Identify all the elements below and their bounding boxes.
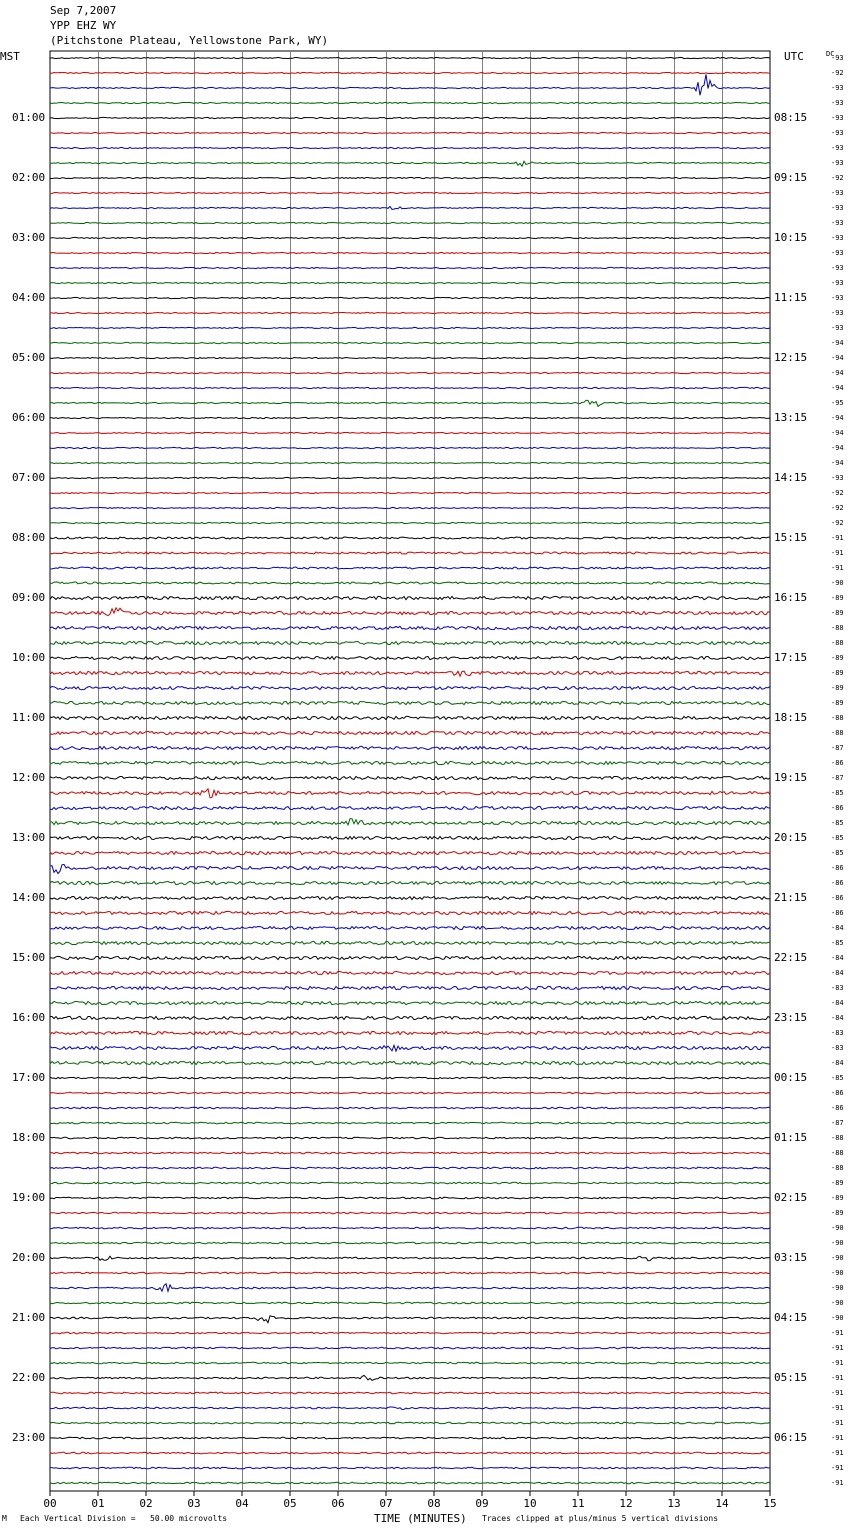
seismic-trace	[50, 1256, 770, 1261]
seismic-trace	[50, 1045, 770, 1051]
dc-offset-value: -90	[831, 1254, 844, 1262]
x-tick-label: 06	[331, 1497, 345, 1510]
mst-hour-label: 12:00	[12, 771, 46, 784]
dc-offset-value: -93	[831, 474, 844, 482]
dc-offset-value: -86	[831, 894, 844, 902]
mst-hour-label: 19:00	[12, 1191, 46, 1204]
utc-hour-label: 05:15	[774, 1371, 808, 1384]
dc-offset-value: -84	[831, 969, 844, 977]
seismic-trace	[50, 1167, 770, 1169]
seismic-trace	[50, 1362, 770, 1364]
dc-offset-value: -85	[831, 834, 844, 842]
seismic-trace	[50, 716, 770, 719]
dc-offset-value: -89	[831, 654, 844, 662]
seismic-trace	[50, 312, 770, 313]
utc-hour-label: 13:15	[774, 411, 808, 424]
seismic-trace	[50, 177, 770, 178]
dc-offset-value: -93	[831, 114, 844, 122]
dc-offset-value: -94	[831, 429, 844, 437]
utc-hour-label: 04:15	[774, 1311, 808, 1324]
dc-offset-value: -93	[831, 84, 844, 92]
seismic-trace	[50, 1061, 770, 1064]
utc-hour-label: 19:15	[774, 771, 808, 784]
dc-offset-value: -91	[831, 1389, 844, 1397]
dc-offset-value: -91	[831, 1464, 844, 1472]
seismic-trace	[50, 432, 770, 433]
seismic-trace	[50, 746, 770, 749]
seismic-trace	[50, 896, 770, 899]
dc-offset-value: -85	[831, 789, 844, 797]
seismic-trace	[50, 1107, 770, 1109]
seismic-trace	[50, 1077, 770, 1079]
dc-offset-value: -92	[831, 504, 844, 512]
dc-offset-value: -94	[831, 384, 844, 392]
seismic-trace	[50, 971, 770, 974]
seismic-trace	[50, 911, 770, 914]
seismic-trace	[50, 941, 770, 944]
dc-offset-value: -88	[831, 729, 844, 737]
dc-offset-value: -91	[831, 534, 844, 542]
mst-hour-label: 22:00	[12, 1371, 46, 1384]
dc-offset-value: -90	[831, 1239, 844, 1247]
dc-offset-value: -88	[831, 714, 844, 722]
utc-hour-label: 08:15	[774, 111, 808, 124]
dc-offset-value: -93	[831, 309, 844, 317]
seismic-trace	[50, 657, 770, 660]
seismic-trace	[50, 417, 770, 418]
x-tick-label: 03	[187, 1497, 201, 1510]
dc-offset-value: -93	[831, 219, 844, 227]
dc-offset-value: -91	[831, 1419, 844, 1427]
seismic-trace	[50, 701, 770, 704]
mst-hour-label: 09:00	[12, 591, 46, 604]
utc-hour-label: 16:15	[774, 591, 808, 604]
seismic-trace	[50, 1392, 770, 1394]
seismic-trace	[50, 1316, 770, 1323]
seismic-trace	[50, 1452, 770, 1454]
dc-offset-value: -88	[831, 1164, 844, 1172]
seismic-trace	[50, 1375, 770, 1380]
mst-hour-label: 15:00	[12, 951, 46, 964]
seismic-trace	[50, 1227, 770, 1229]
x-tick-label: 07	[379, 1497, 393, 1510]
dc-offset-value: -86	[831, 864, 844, 872]
dc-offset-value: -84	[831, 954, 844, 962]
mst-hour-label: 17:00	[12, 1071, 46, 1084]
x-tick-label: 14	[715, 1497, 729, 1510]
seismic-trace	[50, 1482, 770, 1484]
mst-hour-label: 18:00	[12, 1131, 46, 1144]
seismic-trace	[50, 357, 770, 358]
dc-offset-value: -91	[831, 1374, 844, 1382]
mst-hour-label: 14:00	[12, 891, 46, 904]
seismic-trace	[50, 881, 770, 884]
seismic-trace	[50, 1332, 770, 1334]
dc-offset-value: -90	[831, 1284, 844, 1292]
seismic-trace	[50, 686, 770, 689]
dc-offset-value: -90	[831, 1299, 844, 1307]
dc-offset-value: -93	[831, 189, 844, 197]
station-location: (Pitchstone Plateau, Yellowstone Park, WY)	[50, 34, 329, 47]
dc-offset-value: -88	[831, 624, 844, 632]
seismic-trace	[50, 626, 770, 629]
dc-offset-value: -83	[831, 984, 844, 992]
utc-hour-label: 17:15	[774, 651, 808, 664]
dc-offset-value: -86	[831, 804, 844, 812]
plot-frame	[50, 51, 770, 1491]
seismic-trace	[50, 1182, 770, 1184]
x-tick-label: 02	[139, 1497, 153, 1510]
seismic-trace	[50, 161, 770, 166]
seismic-trace	[50, 282, 770, 283]
x-tick-label: 09	[475, 1497, 489, 1510]
dc-offset-value: -91	[831, 1479, 844, 1487]
seismic-trace	[50, 522, 770, 523]
dc-offset-value: -94	[831, 339, 844, 347]
seismic-trace	[50, 806, 770, 809]
x-tick-label: 15	[763, 1497, 777, 1510]
utc-hour-label: 21:15	[774, 891, 808, 904]
scale-marker: M	[2, 1514, 7, 1523]
dc-offset-value: -85	[831, 819, 844, 827]
seismic-trace	[50, 582, 770, 584]
dc-offset-value: -89	[831, 1209, 844, 1217]
seismic-trace	[50, 372, 770, 373]
seismic-trace	[50, 608, 770, 616]
seismic-trace	[50, 400, 770, 406]
mst-hour-label: 07:00	[12, 471, 46, 484]
seismic-trace	[50, 986, 770, 989]
utc-hour-label: 14:15	[774, 471, 808, 484]
x-tick-label: 13	[667, 1497, 681, 1510]
dc-offset-value: -89	[831, 1194, 844, 1202]
dc-offset-value: -94	[831, 414, 844, 422]
seismic-trace	[50, 102, 770, 103]
x-tick-label: 00	[43, 1497, 57, 1510]
dc-offset-value: -86	[831, 1104, 844, 1112]
dc-offset-value: -84	[831, 999, 844, 1007]
dc-offset-value: -91	[831, 549, 844, 557]
utc-hour-label: 12:15	[774, 351, 808, 364]
seismic-trace	[50, 552, 770, 554]
scale-note: Each Vertical Division = 50.00 microvolts	[20, 1514, 228, 1523]
seismic-trace	[50, 1302, 770, 1304]
dc-offset-value: -89	[831, 684, 844, 692]
seismic-trace	[50, 327, 770, 328]
mst-hour-label: 02:00	[12, 171, 46, 184]
seismic-trace	[50, 117, 770, 118]
mst-hour-label: 21:00	[12, 1311, 46, 1324]
utc-hour-label: 03:15	[774, 1251, 808, 1264]
dc-offset-value: -94	[831, 354, 844, 362]
seismic-trace	[50, 1242, 770, 1244]
dc-offset-value: -84	[831, 1059, 844, 1067]
dc-offset-value: -90	[831, 1314, 844, 1322]
dc-offset-value: -84	[831, 924, 844, 932]
dc-offset-value: -91	[831, 1329, 844, 1337]
dc-offset-value: -90	[831, 579, 844, 587]
clip-note: Traces clipped at plus/minus 5 vertical divisions	[482, 1514, 719, 1523]
seismic-trace	[50, 342, 770, 343]
seismic-trace	[50, 147, 770, 148]
seismic-trace	[50, 1016, 770, 1019]
seismic-trace	[50, 222, 770, 223]
utc-hour-label: 15:15	[774, 531, 808, 544]
dc-offset-value: -94	[831, 459, 844, 467]
x-axis-title: TIME (MINUTES)	[374, 1512, 467, 1525]
dc-offset-value: -91	[831, 1404, 844, 1412]
utc-hour-label: 10:15	[774, 231, 808, 244]
seismic-trace	[50, 567, 770, 569]
seismic-trace	[50, 819, 770, 825]
dc-offset-value: -88	[831, 1149, 844, 1157]
seismic-trace	[50, 926, 770, 929]
seismic-trace	[50, 836, 770, 839]
utc-label: UTC	[784, 50, 804, 63]
dc-offset-value: -87	[831, 744, 844, 752]
dc-offset-value: -89	[831, 594, 844, 602]
dc-label: DC	[826, 50, 835, 58]
seismic-trace	[50, 641, 770, 644]
dc-offset-value: -87	[831, 1119, 844, 1127]
dc-offset-value: -89	[831, 669, 844, 677]
seismic-trace	[50, 1031, 770, 1034]
seismic-trace	[50, 537, 770, 539]
dc-offset-value: -93	[831, 294, 844, 302]
dc-offset-value: -88	[831, 639, 844, 647]
utc-hour-label: 09:15	[774, 171, 808, 184]
x-tick-label: 12	[619, 1497, 633, 1510]
seismic-trace	[50, 731, 770, 734]
utc-hour-label: 11:15	[774, 291, 808, 304]
seismic-trace	[50, 74, 770, 95]
seismic-trace	[50, 1437, 770, 1439]
x-tick-label: 11	[571, 1497, 585, 1510]
station-code: YPP EHZ WY	[50, 19, 117, 32]
seismic-trace	[50, 761, 770, 764]
dc-offset-value: -93	[831, 279, 844, 287]
dc-offset-value: -92	[831, 174, 844, 182]
seismic-trace	[50, 447, 770, 448]
dc-offset-value: -94	[831, 369, 844, 377]
mst-hour-label: 23:00	[12, 1431, 46, 1444]
utc-hour-label: 06:15	[774, 1431, 808, 1444]
seismic-trace	[50, 57, 770, 58]
utc-hour-label: 01:15	[774, 1131, 808, 1144]
mst-label: MST	[0, 50, 20, 63]
dc-offset-value: -85	[831, 849, 844, 857]
seismic-trace	[50, 462, 770, 463]
seismic-trace	[50, 1122, 770, 1124]
mst-hour-label: 08:00	[12, 531, 46, 544]
dc-offset-value: -91	[831, 1344, 844, 1352]
seismic-trace	[50, 776, 770, 779]
mst-hour-label: 03:00	[12, 231, 46, 244]
mst-hour-label: 13:00	[12, 831, 46, 844]
dc-offset-value: -91	[831, 1434, 844, 1442]
dc-offset-value: -93	[831, 159, 844, 167]
dc-offset-value: -87	[831, 774, 844, 782]
seismic-trace	[50, 267, 770, 268]
dc-offset-value: -90	[831, 1224, 844, 1232]
dc-offset-value: -85	[831, 1074, 844, 1082]
mst-hour-label: 06:00	[12, 411, 46, 424]
dc-offset-value: -92	[831, 519, 844, 527]
seismic-trace	[50, 1347, 770, 1349]
dc-offset-value: -93	[831, 324, 844, 332]
seismic-trace	[50, 1284, 770, 1292]
utc-hour-label: 23:15	[774, 1011, 808, 1024]
seismic-trace	[50, 297, 770, 298]
mst-hour-label: 20:00	[12, 1251, 46, 1264]
dc-offset-value: -91	[831, 1359, 844, 1367]
x-tick-label: 08	[427, 1497, 441, 1510]
seismic-trace	[50, 864, 770, 873]
dc-offset-value: -93	[831, 204, 844, 212]
utc-hour-label: 22:15	[774, 951, 808, 964]
seismic-trace	[50, 1001, 770, 1004]
mst-hour-label: 05:00	[12, 351, 46, 364]
x-tick-label: 10	[523, 1497, 537, 1510]
dc-offset-value: -88	[831, 1134, 844, 1142]
dc-offset-value: -93	[831, 99, 844, 107]
mst-hour-label: 10:00	[12, 651, 46, 664]
dc-offset-value: -92	[831, 69, 844, 77]
seismic-trace	[50, 492, 770, 493]
seismic-trace	[50, 956, 770, 959]
dc-offset-value: -92	[831, 489, 844, 497]
dc-offset-value: -86	[831, 759, 844, 767]
seismic-trace	[50, 252, 770, 253]
seismic-trace	[50, 851, 770, 854]
seismic-trace	[50, 789, 770, 798]
seismic-trace	[50, 596, 770, 599]
utc-hour-label: 02:15	[774, 1191, 808, 1204]
x-tick-label: 04	[235, 1497, 249, 1510]
dc-offset-value: -94	[831, 444, 844, 452]
plot-date: Sep 7,2007	[50, 4, 117, 17]
seismic-trace	[50, 1197, 770, 1199]
seismic-trace	[50, 1272, 770, 1274]
dc-offset-value: -86	[831, 1089, 844, 1097]
mst-hour-label: 11:00	[12, 711, 46, 724]
x-tick-label: 05	[283, 1497, 297, 1510]
dc-offset-value: -91	[831, 1449, 844, 1457]
utc-hour-label: 18:15	[774, 711, 808, 724]
dc-offset-value: -86	[831, 879, 844, 887]
seismic-trace	[50, 387, 770, 388]
dc-offset-value: -95	[831, 399, 844, 407]
seismic-trace	[50, 207, 770, 210]
seismic-trace	[50, 1152, 770, 1154]
seismic-trace	[50, 1407, 770, 1410]
seismic-trace	[50, 237, 770, 238]
dc-offset-value: -89	[831, 1179, 844, 1187]
dc-offset-value: -89	[831, 699, 844, 707]
seismic-trace	[50, 192, 770, 193]
dc-offset-value: -90	[831, 1269, 844, 1277]
x-tick-label: 01	[91, 1497, 105, 1510]
seismic-trace	[50, 1212, 770, 1214]
seismic-trace	[50, 72, 770, 73]
dc-offset-value: -93	[831, 249, 844, 257]
dc-offset-value: -83	[831, 1029, 844, 1037]
dc-offset-value: -91	[831, 564, 844, 572]
mst-hour-label: 16:00	[12, 1011, 46, 1024]
utc-hour-label: 20:15	[774, 831, 808, 844]
seismic-trace	[50, 1467, 770, 1469]
seismic-trace	[50, 671, 770, 676]
dc-offset-value: -84	[831, 1014, 844, 1022]
seismic-trace	[50, 1422, 770, 1424]
seismic-trace	[50, 477, 770, 478]
dc-offset-value: -93	[831, 54, 844, 62]
mst-hour-label: 01:00	[12, 111, 46, 124]
dc-offset-value: -89	[831, 609, 844, 617]
utc-hour-label: 00:15	[774, 1071, 808, 1084]
dc-offset-value: -93	[831, 234, 844, 242]
seismic-trace	[50, 132, 770, 133]
mst-hour-label: 04:00	[12, 291, 46, 304]
seismic-trace	[50, 1137, 770, 1139]
dc-offset-value: -93	[831, 264, 844, 272]
dc-offset-value: -93	[831, 144, 844, 152]
seismic-trace	[50, 507, 770, 508]
dc-offset-value: -93	[831, 129, 844, 137]
dc-offset-value: -86	[831, 909, 844, 917]
seismic-trace	[50, 1092, 770, 1094]
dc-offset-value: -83	[831, 1044, 844, 1052]
dc-offset-value: -85	[831, 939, 844, 947]
